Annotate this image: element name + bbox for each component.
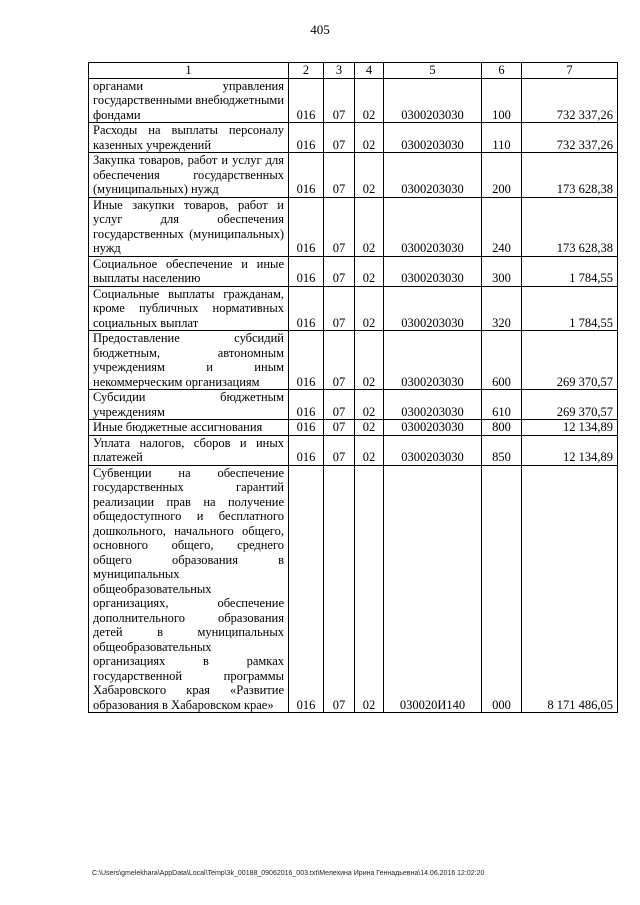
page-number: 405	[310, 22, 330, 37]
row-target-code: 0300203030	[384, 390, 482, 420]
row-expense-type: 610	[482, 390, 522, 420]
row-code-3: 07	[324, 420, 355, 436]
row-expense-type: 300	[482, 256, 522, 286]
row-code-3: 07	[324, 123, 355, 153]
row-expense-type: 240	[482, 197, 522, 256]
row-target-code: 0300203030	[384, 331, 482, 390]
row-amount: 269 370,57	[522, 331, 618, 390]
row-description: Социальное обеспечение и иные выплаты населению	[89, 256, 289, 286]
column-header: 2	[289, 63, 324, 79]
table-row	[89, 197, 618, 256]
row-amount: 732 337,26	[522, 123, 618, 153]
row-description: Иные закупки товаров, работ и услуг для обеспечения государственных (муниципальных) нужд	[89, 197, 289, 256]
row-amount: 269 370,57	[522, 390, 618, 420]
row-code-2: 016	[289, 197, 324, 256]
row-description: Социальные выплаты гражданам, кроме публичных нормативных социальных выплат	[89, 286, 289, 331]
row-expense-type: 000	[482, 465, 522, 713]
table-row	[89, 256, 618, 286]
table-header-row	[89, 63, 618, 79]
table-row	[89, 78, 618, 123]
row-code-3: 07	[324, 286, 355, 331]
row-code-4: 02	[355, 465, 384, 713]
row-expense-type: 800	[482, 420, 522, 436]
row-code-2: 016	[289, 153, 324, 198]
row-code-2: 016	[289, 78, 324, 123]
row-description: Закупка товаров, работ и услуг для обеспечения государственных (муниципальных) нужд	[89, 153, 289, 198]
row-target-code: 0300203030	[384, 256, 482, 286]
table-row	[89, 286, 618, 331]
budget-table	[88, 62, 618, 713]
row-target-code: 0300203030	[384, 153, 482, 198]
row-expense-type: 850	[482, 435, 522, 465]
row-target-code: 0300203030	[384, 286, 482, 331]
table-row	[89, 390, 618, 420]
column-header: 7	[522, 63, 618, 79]
row-code-4: 02	[355, 78, 384, 123]
row-expense-type: 110	[482, 123, 522, 153]
row-code-4: 02	[355, 435, 384, 465]
row-expense-type: 200	[482, 153, 522, 198]
row-amount: 1 784,55	[522, 256, 618, 286]
row-code-3: 07	[324, 465, 355, 713]
column-header: 5	[384, 63, 482, 79]
row-code-4: 02	[355, 256, 384, 286]
row-amount: 173 628,38	[522, 153, 618, 198]
row-code-4: 02	[355, 390, 384, 420]
row-amount: 8 171 486,05	[522, 465, 618, 713]
row-code-2: 016	[289, 331, 324, 390]
row-code-2: 016	[289, 390, 324, 420]
row-target-code: 0300203030	[384, 435, 482, 465]
row-code-2: 016	[289, 435, 324, 465]
table-row	[89, 420, 618, 436]
row-target-code: 0300203030	[384, 123, 482, 153]
row-code-3: 07	[324, 197, 355, 256]
row-target-code: 0300203030	[384, 197, 482, 256]
column-header: 1	[89, 63, 289, 79]
row-code-3: 07	[324, 331, 355, 390]
table-row	[89, 153, 618, 198]
row-code-2: 016	[289, 123, 324, 153]
row-target-code: 030020И140	[384, 465, 482, 713]
row-description: Уплата налогов, сборов и иных платежей	[89, 435, 289, 465]
row-description: Субвенции на обеспечение государственных гарантий реализации прав на получение общедоступного и бесплатного дошкольного, начального общего, основного общего, среднего общего образования в муниципальных общеобразовательных организациях, обеспечение дополнительного образования детей в муниципальных общеобразовательных организациях в рамках государственной программы Хабаровского края «Развитие образования в Хабаровском крае»	[89, 465, 289, 713]
table-row	[89, 123, 618, 153]
row-amount: 732 337,26	[522, 78, 618, 123]
row-amount: 12 134,89	[522, 435, 618, 465]
row-code-3: 07	[324, 78, 355, 123]
row-code-4: 02	[355, 197, 384, 256]
row-code-3: 07	[324, 435, 355, 465]
row-code-2: 016	[289, 286, 324, 331]
row-code-4: 02	[355, 123, 384, 153]
row-expense-type: 320	[482, 286, 522, 331]
row-code-4: 02	[355, 331, 384, 390]
row-code-4: 02	[355, 420, 384, 436]
row-description: Расходы на выплаты персоналу казенных учреждений	[89, 123, 289, 153]
row-expense-type: 600	[482, 331, 522, 390]
row-description: Иные бюджетные ассигнования	[89, 420, 289, 436]
row-expense-type: 100	[482, 78, 522, 123]
file-path-footer: C:\Users\gmelekhara\AppData\Local\Temp\3k_00188_09062016_003.txt\Мелехина Ирина Геннадьевна\14.06.2016 12:02:20	[92, 870, 485, 877]
row-description: органами управления государственными внебюджетными фондами	[89, 78, 289, 123]
column-header: 4	[355, 63, 384, 79]
column-header: 3	[324, 63, 355, 79]
row-amount: 1 784,55	[522, 286, 618, 331]
row-target-code: 0300203030	[384, 420, 482, 436]
row-code-2: 016	[289, 256, 324, 286]
row-description: Субсидии бюджетным учреждениям	[89, 390, 289, 420]
table-row	[89, 331, 618, 390]
row-code-3: 07	[324, 390, 355, 420]
row-code-2: 016	[289, 465, 324, 713]
row-code-3: 07	[324, 256, 355, 286]
column-header: 6	[482, 63, 522, 79]
row-code-4: 02	[355, 286, 384, 331]
row-code-3: 07	[324, 153, 355, 198]
row-amount: 173 628,38	[522, 197, 618, 256]
row-description: Предоставление субсидий бюджетным, автономным учреждениям и иным некоммерческим организациям	[89, 331, 289, 390]
row-code-4: 02	[355, 153, 384, 198]
row-amount: 12 134,89	[522, 420, 618, 436]
table-row	[89, 435, 618, 465]
table-body	[89, 78, 618, 713]
row-code-2: 016	[289, 420, 324, 436]
table-row	[89, 465, 618, 713]
row-target-code: 0300203030	[384, 78, 482, 123]
